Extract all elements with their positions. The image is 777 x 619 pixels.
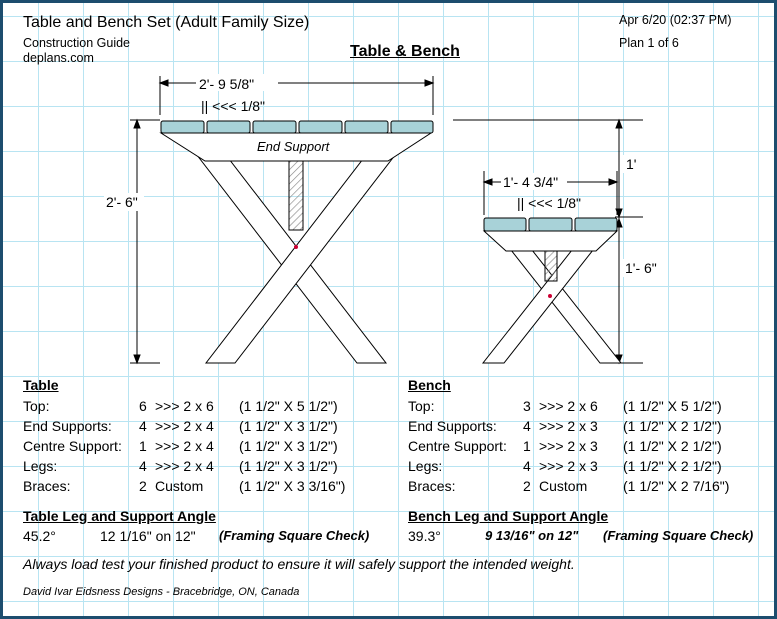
designer-credit: David Ivar Eidsness Designs - Bracebridge, ON, Canada [23,586,300,598]
safety-warning: Always load test your finished product to ensure it will safely support the intended weight. [23,556,575,572]
bench-angle-rise: 9 13/16" on 12" [485,528,579,543]
bench-angle-check: (Framing Square Check) [603,528,754,543]
table-angle-check: (Framing Square Check) [219,528,370,543]
table-size-braces: Custom [155,478,204,494]
table-qty-braces: 2 [139,478,147,494]
bench-size-braces: Custom [539,478,588,494]
bench-qty-top: 3 [523,398,531,414]
bench-dims-top: (1 1/2" X 5 1/2") [623,398,722,414]
bench-size-top: >>> 2 x 6 [539,398,598,414]
bench-dims-braces: (1 1/2" X 2 7/16") [623,478,730,494]
bench-heading: Bench [408,377,451,393]
plan-date: Apr 6/20 (02:37 PM) [619,13,732,27]
bench-qty-braces: 2 [523,478,531,494]
table-top-boards [161,121,433,133]
bench-angle-heading: Bench Leg and Support Angle [408,508,609,524]
bench-top-boards [484,218,617,231]
bench-gap-label: || <<< 1/8" [517,195,582,211]
table-qty-legs: 4 [139,458,147,474]
plan-title: Table and Bench Set (Adult Family Size) [23,14,310,31]
bench-size-legs: >>> 2 x 3 [539,458,598,474]
table-qty-end-supports: 4 [139,418,147,434]
table-size-top: >>> 2 x 6 [155,398,214,414]
bench-size-centre-support: >>> 2 x 3 [539,438,598,454]
bench-size-end-supports: >>> 2 x 3 [539,418,598,434]
table-height-dimension [130,120,160,363]
table-centre-support [289,161,303,230]
bench-pivot-bolt [548,294,552,298]
table-dims-legs: (1 1/2" X 3 1/2") [239,458,338,474]
table-dims-centre-support: (1 1/2" X 3 1/2") [239,438,338,454]
bench-angle-value: 39.3° [408,528,441,544]
table-part-legs: Legs: [23,458,58,474]
table-gap-label: || <<< 1/8" [201,98,266,114]
table-leg-right [206,133,412,363]
bench-dims-legs: (1 1/2" X 2 1/2") [623,458,722,474]
table-leg-left [180,133,386,363]
bench-qty-end-supports: 4 [523,418,531,434]
table-part-centre-support: Centre Support: [23,438,122,454]
table-pivot-bolt [294,245,298,249]
table-height-label: 2'- 6" [106,194,138,210]
bench-end-view [483,218,621,363]
bench-dims-end-supports: (1 1/2" X 2 1/2") [623,418,722,434]
bench-part-braces: Braces: [408,478,456,494]
table-dims-braces: (1 1/2" X 3 3/16") [239,478,346,494]
plan-page: Plan 1 of 6 [619,36,679,50]
bench-end-support [484,231,617,251]
table-end-view [161,121,433,363]
table-qty-centre-support: 1 [139,438,147,454]
bench-width-label: 1'- 4 3/4" [503,174,559,190]
website-link[interactable]: deplans.com [23,51,94,65]
bench-part-centre-support: Centre Support: [408,438,507,454]
table-width-label: 2'- 9 5/8" [199,76,255,92]
bench-part-top: Top: [408,398,435,414]
bench-qty-legs: 4 [523,458,531,474]
plan-subtitle: Construction Guide [23,36,131,50]
table-size-centre-support: >>> 2 x 4 [155,438,214,454]
table-size-legs: >>> 2 x 4 [155,458,214,474]
bench-dims-centre-support: (1 1/2" X 2 1/2") [623,438,722,454]
end-support-label: End Support [257,139,330,154]
bench-centre-support [545,251,557,281]
table-part-braces: Braces: [23,478,71,494]
table-heading: Table [23,377,59,393]
bench-part-legs: Legs: [408,458,443,474]
table-part-top: Top: [23,398,50,414]
table-size-end-supports: >>> 2 x 4 [155,418,214,434]
bench-qty-centre-support: 1 [523,438,531,454]
bench-offset-label: 1' [626,156,637,172]
table-qty-top: 6 [139,398,147,414]
table-part-end-supports: End Supports: [23,418,112,434]
table-dims-top: (1 1/2" X 5 1/2") [239,398,338,414]
table-angle-value: 45.2° [23,528,56,544]
table-angle-heading: Table Leg and Support Angle [23,508,216,524]
table-angle-rise: 12 1/16" on 12" [100,528,196,544]
bench-height-label: 1'- 6" [625,260,657,276]
table-bench-drawing [3,3,774,616]
drawing-title: Table & Bench [350,43,460,60]
bench-part-end-supports: End Supports: [408,418,497,434]
table-dims-end-supports: (1 1/2" X 3 1/2") [239,418,338,434]
